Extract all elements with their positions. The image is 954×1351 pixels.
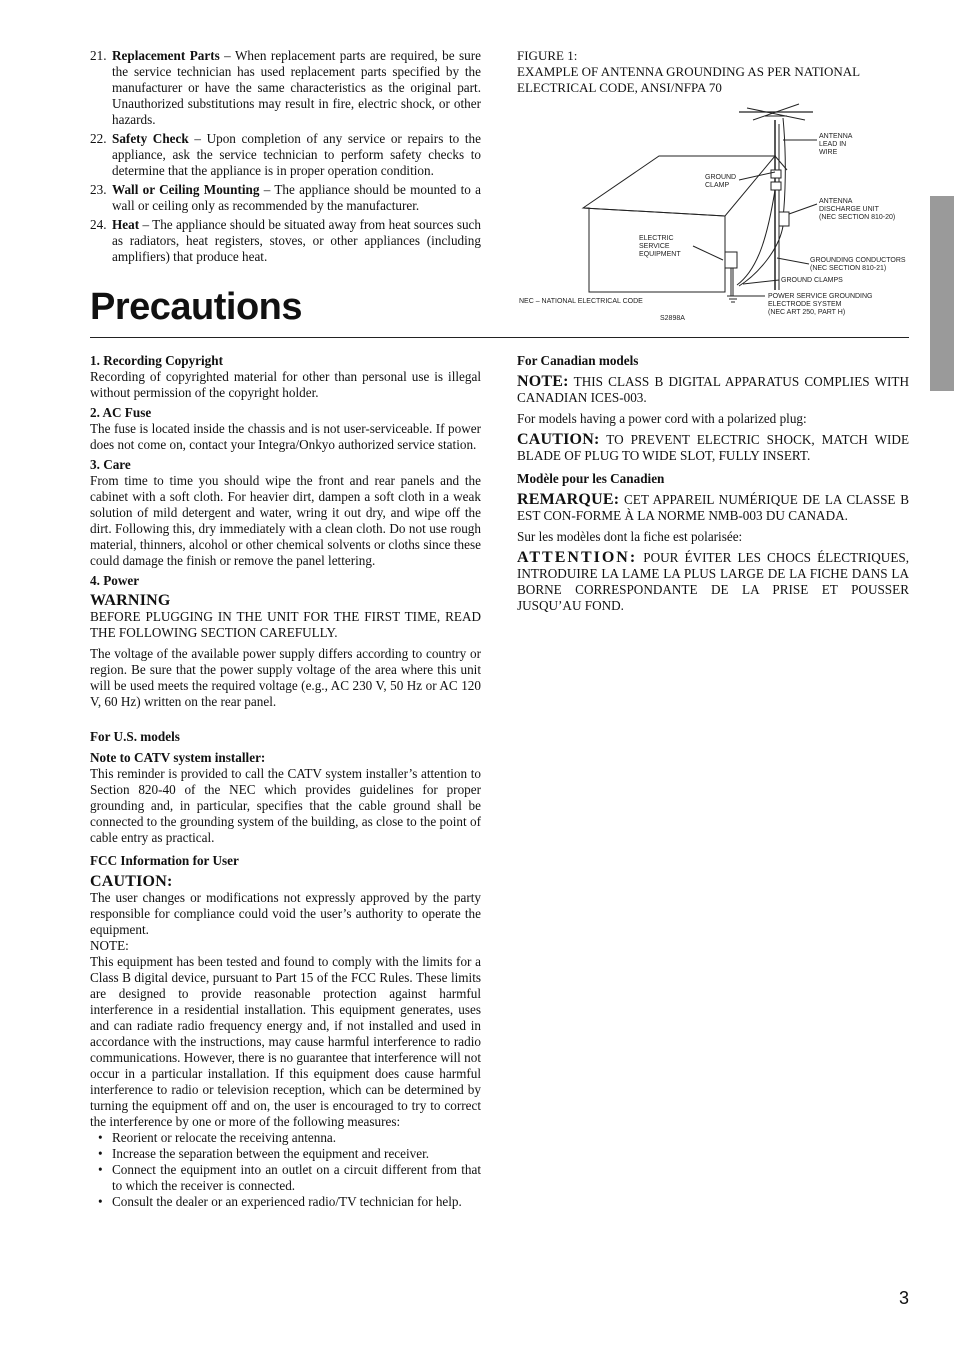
label-electric-service: ELECTRIC	[639, 235, 674, 242]
label-discharge-unit: ANTENNA	[819, 198, 853, 205]
right-column	[517, 353, 909, 614]
canadian-note	[517, 374, 909, 406]
section-heading: 2. AC Fuse	[90, 405, 152, 420]
diagram-label: EQUIPMENT	[639, 251, 681, 258]
side-tab	[930, 196, 954, 391]
diagram-label: LEAD IN	[819, 141, 847, 148]
fcc-heading: FCC Information for User	[90, 853, 239, 868]
item-heading: Replacement Parts	[112, 48, 220, 63]
list-item	[90, 48, 481, 128]
diagram-label: (NEC ART 250, PART H)	[768, 309, 846, 316]
note-text: THIS CLASS B DIGITAL APPARATUS COMPLIES WITH CANADIAN ICES-003.	[517, 374, 909, 405]
list-item: • Consult the dealer or an experienced radio/TV technician for help.	[90, 1194, 481, 1210]
attention-label: ATTENTION:	[517, 549, 638, 566]
item-text: – When replacement parts are required, be sure the service technician has used replacement parts specified by the manufacturer or have the same characteristics as the original part. Unauthorized substitutions may result in fire, electric shock, or other hazards.	[112, 48, 481, 127]
caution-text: The user changes or modifications not expressly approved by the party responsible for compliance could void the user’s authority to operate the equipment.	[90, 890, 481, 937]
section-heading: 3. Care	[90, 457, 131, 472]
remarque	[517, 492, 909, 524]
diagram-label: (NEC SECTION 810-21)	[810, 265, 887, 272]
item-number: 22.	[90, 131, 107, 146]
item-number: 23.	[90, 182, 107, 197]
list-item	[90, 182, 481, 214]
figure-caption	[517, 48, 912, 96]
note-label: NOTE:	[517, 373, 569, 390]
item-heading: Heat	[112, 217, 140, 232]
diagram-label: ELECTRODE SYSTEM	[768, 301, 842, 308]
attention-text: POUR ÉVITER LES CHOCS ÉLECTRIQUES, INTRODUIRE LA LAME LA PLUS LARGE DE LA FICHE DANS LA BORNE CORRESPONDANTE DE LA PRISE ET POUSSER JUSQU’AU FOND.	[517, 550, 910, 613]
note-text: This equipment has been tested and found to comply with the limits for a Class B digital device, pursuant to Part 15 of the FCC Rules. These limits are designed to provide reasonable protection against harmful interference in a residential installation. This equipment generates, uses and can radiate radio frequency energy and, if not installed and used in accordance with the instructions, may cause harmful interference to radio communications. However, there is no guarantee that interference will not occur in a particular installation. If this equipment does cause harmful interference to radio or television reception, which can be determined by turning the equipment off and on, the user is encouraged to try to correct the interference by one or more of the following measures:	[90, 954, 481, 1129]
list-item: • Increase the separation between the equipment and receiver.	[90, 1146, 481, 1162]
label-power-service: POWER SERVICE GROUNDING	[768, 293, 873, 300]
section-heading: 4. Power	[90, 573, 140, 588]
list-item	[90, 217, 481, 265]
section-text: Recording of copyrighted material for other than personal use is illegal without permission of the copyright holder.	[90, 369, 481, 400]
label-grounding-conductors: GROUNDING CONDUCTORS	[810, 257, 906, 264]
canadian-caution	[517, 432, 909, 464]
diagram-label: WIRE	[819, 149, 838, 156]
measures-list	[90, 1130, 481, 1210]
item-heading: Wall or Ceiling Mounting	[112, 182, 260, 197]
item-number: 24.	[90, 217, 107, 232]
warning-heading: WARNING	[90, 592, 171, 609]
item-heading: Safety Check	[112, 131, 189, 146]
catv-text: This reminder is provided to call the CATV system installer’s attention to Section 820-40 of the NEC which provides guidelines for proper grounding and, in particular, specifies that the cable ground shall be connected to the grounding system of the building, as close to the point of cable entry as practical.	[90, 766, 481, 845]
attention	[517, 550, 909, 614]
french-polar-text: Sur les modèles dont la fiche est polarisée:	[517, 529, 743, 544]
caution-heading: CAUTION:	[90, 873, 173, 890]
figure-caption-label: FIGURE 1:	[517, 48, 578, 63]
list-item: • Connect the equipment into an outlet on a circuit different from that to which the receiver is connected.	[90, 1162, 481, 1194]
page-number: 3	[898, 1288, 909, 1308]
discharge-unit	[779, 212, 789, 226]
grounding-conductor	[737, 190, 775, 285]
label-ground-clamp: GROUND	[705, 174, 737, 181]
polar-text: For models having a power cord with a polarized plug:	[517, 411, 807, 426]
note-label: NOTE:	[90, 938, 129, 953]
antenna-grounding-diagram	[517, 100, 917, 330]
voltage-text: The voltage of the available power supply differs according to country or region. Be sure that the power supply voltage of the area where this unit will be used meets the required voltage (e.g., AC 230 V, 50 Hz or AC 120 V, 60 Hz) written on the rear panel.	[90, 646, 481, 709]
label-nec: NEC – NATIONAL ELECTRICAL CODE	[519, 298, 643, 305]
catv-heading: Note to CATV system installer:	[90, 750, 266, 765]
item-number: 21.	[90, 48, 107, 63]
section-text: From time to time you should wipe the front and rear panels and the cabinet with a soft cloth. For heavier dirt, dampen a soft cloth in a weak solution of mild detergent and water, wring it out dry, and wipe off the dirt. Following this, dry immediately with a clean cloth. Do not use rough material, thinners, alcohol or other chemical solvents or cloths since these could damage the finish or remove the panel lettering.	[90, 473, 481, 568]
diagram-label: DISCHARGE UNIT	[819, 206, 879, 213]
item-text: – The appliance should be mounted to a wall or ceiling only as recommended by the manufacturer.	[112, 182, 481, 213]
list-item: • Reorient or relocate the receiving antenna.	[90, 1130, 481, 1146]
item-text: – The appliance should be situated away from heat sources such as radiators, heat registers, stoves, or other appliances (including amplifiers) that produce heat.	[112, 217, 481, 264]
canadian-heading: For Canadian models	[517, 353, 639, 368]
divider	[90, 337, 909, 338]
item-text: – Upon completion of any service or repairs to the appliance, ask the service technician to perform safety checks to determine that the appliance is in proper operation condition.	[112, 131, 481, 178]
warning-text: BEFORE PLUGGING IN THE UNIT FOR THE FIRST TIME, READ THE FOLLOWING SECTION CAREFULLY.	[90, 609, 481, 640]
french-heading: Modèle pour les Canadien	[517, 471, 665, 486]
section-text: The fuse is located inside the chassis and is not user-serviceable. If power does not come on, contact your Integra/Onkyo authorized service station.	[90, 421, 481, 452]
list-item	[90, 131, 481, 179]
caution-label: CAUTION:	[517, 431, 600, 448]
top-items	[90, 48, 481, 268]
house-roof	[583, 156, 775, 216]
left-column	[90, 353, 481, 1210]
figure-caption-text: EXAMPLE OF ANTENNA GROUNDING AS PER NATIONAL ELECTRICAL CODE, ANSI/NFPA 70	[517, 64, 860, 95]
remarque-label: REMARQUE:	[517, 491, 620, 508]
label-ground-clamps: GROUND CLAMPS	[781, 277, 843, 284]
lead-in-wire	[783, 118, 785, 218]
section-heading: 1. Recording Copyright	[90, 353, 223, 368]
electric-service-box	[725, 252, 737, 268]
page-title: Precautions	[90, 286, 303, 328]
house-wall-front	[583, 208, 725, 292]
diagram-label: SERVICE	[639, 243, 670, 250]
diagram-label: (NEC SECTION 810-20)	[819, 214, 896, 221]
caution-text: TO PREVENT ELECTRIC SHOCK, MATCH WIDE BLADE OF PLUG TO WIDE SLOT, FULLY INSERT.	[517, 432, 909, 463]
figure-code: S2898A	[660, 315, 685, 322]
diagram-label: CLAMP	[705, 182, 730, 189]
label-antenna-lead: ANTENNA	[819, 133, 853, 140]
remarque-text: CET APPAREIL NUMÉRIQUE DE LA CLASSE B EST CON-FORME À LA NORME NMB-003 DU CANADA.	[517, 492, 910, 523]
us-models-heading: For U.S. models	[90, 729, 180, 744]
